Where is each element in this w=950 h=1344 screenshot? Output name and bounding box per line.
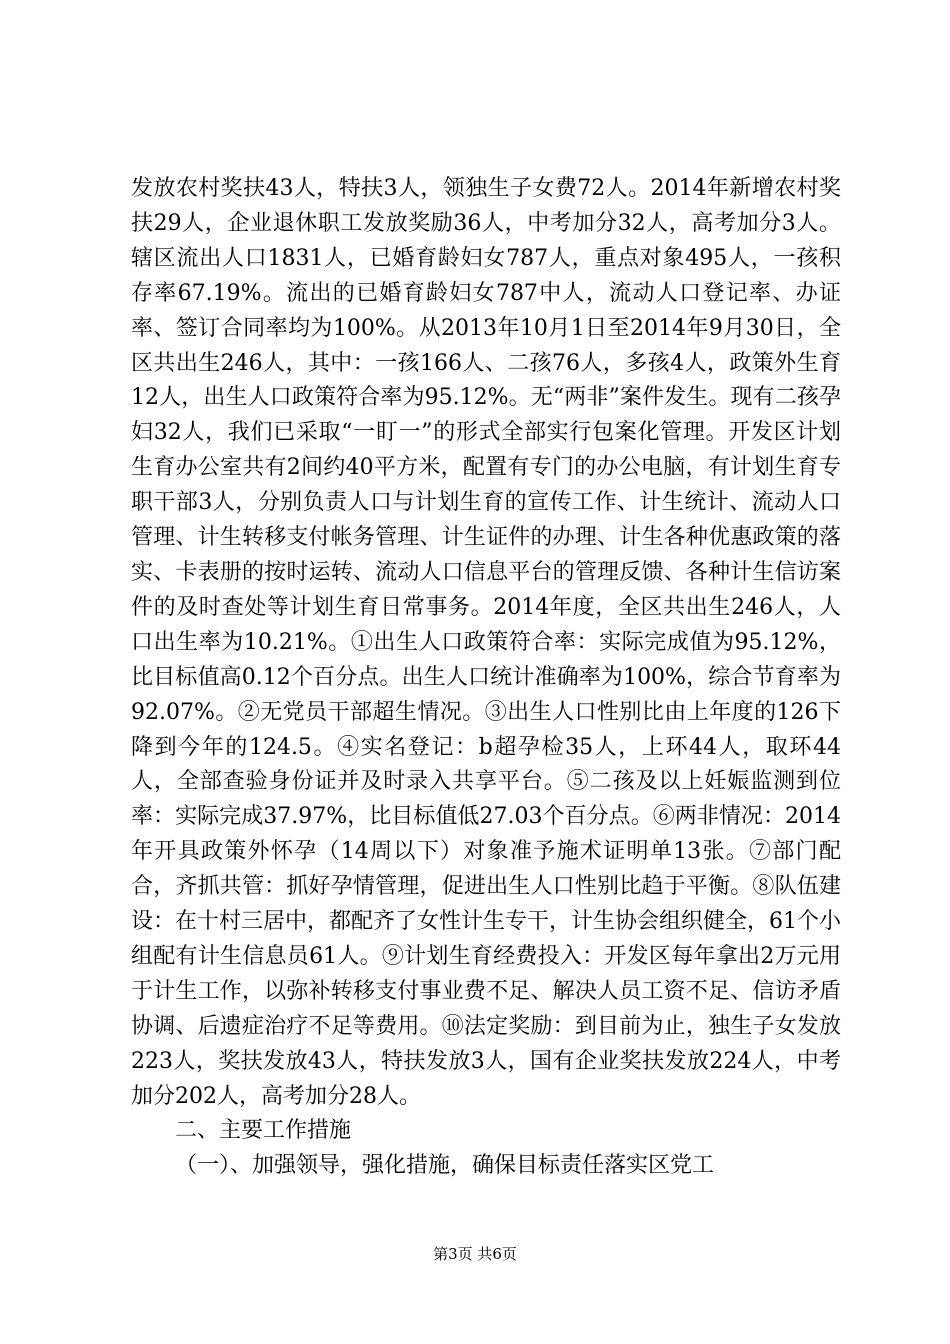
page-number-label: 第3页 共6页 [433,1245,517,1263]
subsection-line: （一）、加强领导，强化措施，确保目标责任落实区党工 [175,1153,715,1179]
page-footer [0,1244,950,1264]
document-body [131,172,841,1184]
section-heading: 二、主要工作措施 [175,1118,352,1144]
body-paragraph: 发放农村奖扶43人，特扶3人，领独生子女费72人。2014年新增农村奖扶29人，企业退休职工发放奖励36人，中考加分32人，高考加分3人。辖区流出人口1831人，已婚育龄妇女787人，重点对象495人，一孩积存率67.19%。流出的已婚育龄妇女787中人，流动人口登记率、办证率、签订合同率均为100%。从2013年10月1日至2014年9月30日，全区共出生246人，其中：一孩166人、二孩76人，多孩4人，政策外生育12人，出生人口政策符合率为95.12%。无“两非”案件发生。现有二孩孕妇32人，我们已采取“一盯一”的形式全部实行包案化管理。开发区计划生育办公室共有2间约40平方米，配置有专门的办公电脑，有计划生育专职干部3人，分别负责人口与计划生育的宣传工作、计生统计、流动人口管理、计生转移支付帐务管理、计生证件的办理、计生各种优惠政策的落实、卡表册的按时运转、流动人口信息平台的管理反馈、各种计生信访案件的及时查处等计划生育日常事务。2014年度，全区共出生246人，人口出生率为10.21%。①出生人口政策符合率：实际完成值为95.12%，比目标值高0.12个百分点。出生人口统计准确率为100%，综合节育率为92.07%。②无党员干部超生情况。③出生人口性别比由上年度的126下降到今年的124.5。④实名登记：b超孕检35人，上环44人，取环44人，全部查验身份证并及时录入共享平台。⑤二孩及以上妊娠监测到位率：实际完成37.97%，比目标值低27.03个百分点。⑥两非情况：2014年开具政策外怀孕（14周以下）对象准予施术证明单13张。⑦部门配合，齐抓共管：抓好孕情管理，促进出生人口性别比趋于平衡。⑧队伍建设：在十村三居中，都配齐了女性计生专干，计生协会组织健全，61个小组配有计生信息员61人。⑨计划生育经费投入：开发区每年拿出2万元用于计生工作，以弥补转移支付事业费不足、解决人员工资不足、信访矛盾协调、后遗症治疗不足等费用。⑩法定奖励：到目前为止，独生子女发放223人，奖扶发放43人，特扶发放3人，国有企业奖扶发放224人，中考加分202人，高考加分28人。 [131,176,841,1109]
